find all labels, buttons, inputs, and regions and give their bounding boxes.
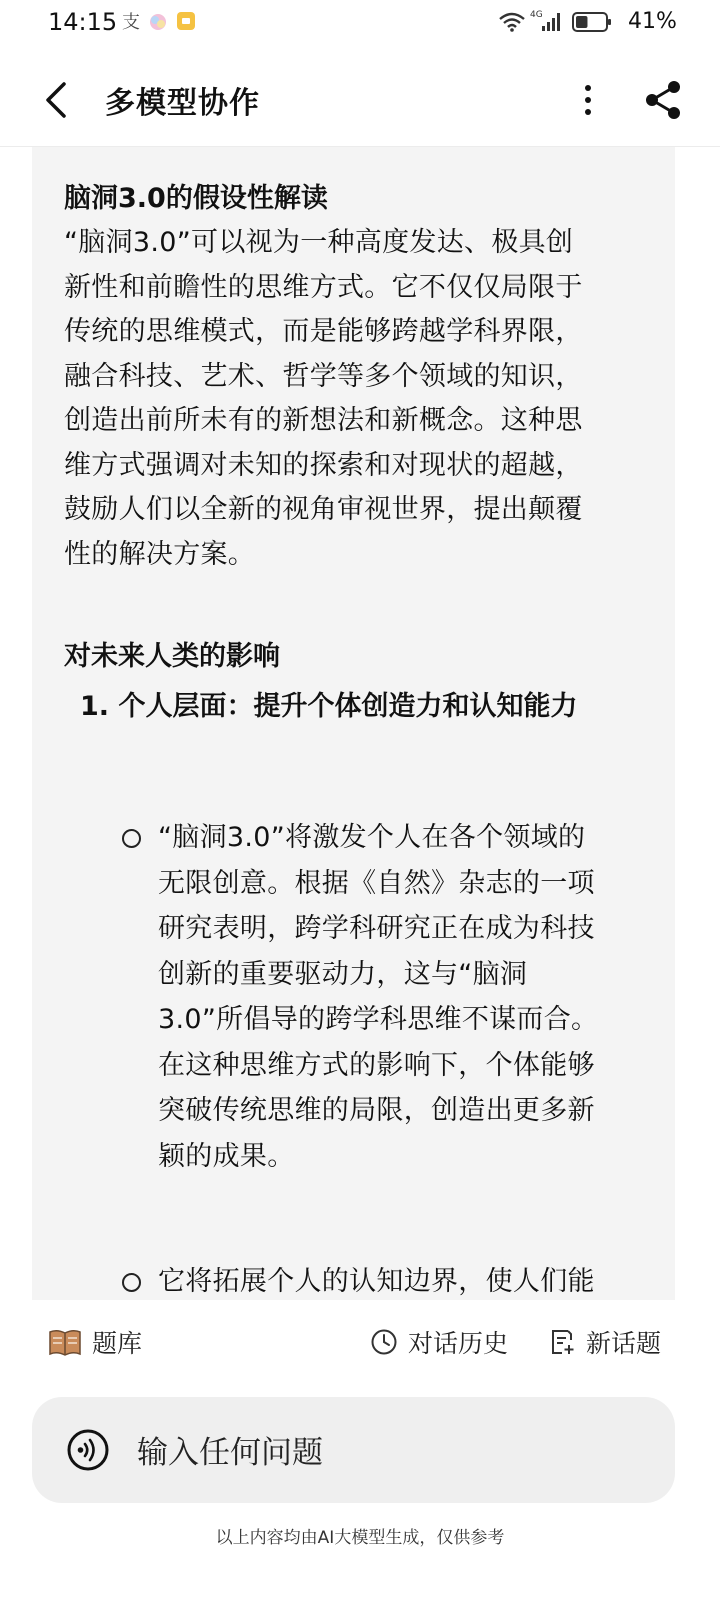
- text-line: 维方式强调对未知的探索和对现状的超越，: [64, 449, 583, 481]
- chat-response-card[interactable]: [32, 147, 675, 1300]
- paragraph: [64, 221, 644, 577]
- alipay-icon: [120, 10, 142, 36]
- question-bank-label: 题库: [92, 1329, 143, 1358]
- text-line: 突破传统思维的局限，创造出更多新: [158, 1095, 595, 1126]
- text-line: 性的解决方案。: [64, 538, 256, 570]
- status-bar: [0, 0, 720, 44]
- new-topic-label: 新话题: [586, 1329, 662, 1358]
- question-input-placeholder[interactable]: 输入任何问题: [137, 1435, 323, 1471]
- question-bank-button[interactable]: [48, 1324, 142, 1360]
- voice-input-icon[interactable]: [66, 1428, 110, 1472]
- history-label: 对话历史: [408, 1329, 509, 1358]
- yellow-app-icon: [176, 11, 196, 35]
- response-body: [64, 177, 644, 1300]
- new-chat-icon: [548, 1328, 576, 1356]
- new-topic-button[interactable]: [548, 1324, 661, 1360]
- text-line: 融合科技、艺术、哲学等多个领域的知识，: [64, 360, 583, 392]
- book-icon: [48, 1327, 82, 1357]
- status-time: 14:15: [48, 8, 118, 36]
- history-button[interactable]: [370, 1324, 508, 1360]
- network-type-label: 4G: [530, 10, 543, 20]
- signal-icon: [530, 8, 564, 38]
- text-line: “脑洞3.0”将激发个人在各个领域的: [158, 822, 586, 853]
- clock-icon: [370, 1328, 398, 1356]
- question-input-bar[interactable]: [32, 1397, 675, 1503]
- text-line: 3.0”所倡导的跨学科思维不谋而合。: [158, 1004, 599, 1035]
- page-title: 多模型协作: [105, 86, 260, 121]
- text-line: 在这种思维方式的影响下，个体能够: [158, 1049, 595, 1081]
- text-line: 颖的成果。: [158, 1140, 295, 1172]
- bullet-item: [64, 1259, 644, 1300]
- battery-icon: [572, 11, 612, 37]
- action-toolbar: [0, 1310, 720, 1380]
- hollow-bullet-icon: [122, 1273, 141, 1292]
- share-icon[interactable]: [640, 76, 688, 124]
- battery-percent: 41%: [628, 9, 677, 34]
- ordered-list-item: 1. 个人层面：提升个体创造力和认知能力: [80, 691, 578, 722]
- text-line: “脑洞3.0”可以视为一种高度发达、极具创: [64, 227, 574, 258]
- colorful-app-icon: [148, 12, 168, 36]
- text-line: 创造出前所未有的新想法和新概念。这种思: [64, 405, 583, 436]
- text-line: 鼓励人们以全新的视角审视世界，提出颠覆: [64, 494, 583, 525]
- bullet-item: [64, 815, 644, 1179]
- wifi-icon: [499, 12, 525, 36]
- text-line: 传统的思维模式，而是能够跨越学科界限，: [64, 316, 583, 347]
- text-line: 它将拓展个人的认知边界，使人们能: [158, 1266, 595, 1297]
- text-line: 新性和前瞻性的思维方式。它不仅仅局限于: [64, 271, 583, 303]
- svg-text:支: 支: [122, 12, 140, 32]
- back-icon[interactable]: [38, 76, 78, 124]
- text-line: 创新的重要驱动力，这与“脑洞: [158, 958, 528, 990]
- more-vertical-icon[interactable]: [578, 76, 598, 124]
- app-bar: [0, 54, 720, 147]
- text-line: 研究表明，跨学科研究正在成为科技: [158, 913, 595, 944]
- hollow-bullet-icon: [122, 829, 141, 848]
- ai-disclaimer: 以上内容均由AI大模型生成，仅供参考: [215, 1528, 505, 1548]
- text-line: 无限创意。根据《自然》杂志的一项: [158, 867, 595, 899]
- section-heading: 脑洞3.0的假设性解读: [64, 183, 328, 214]
- section-heading: 对未来人类的影响: [64, 641, 280, 672]
